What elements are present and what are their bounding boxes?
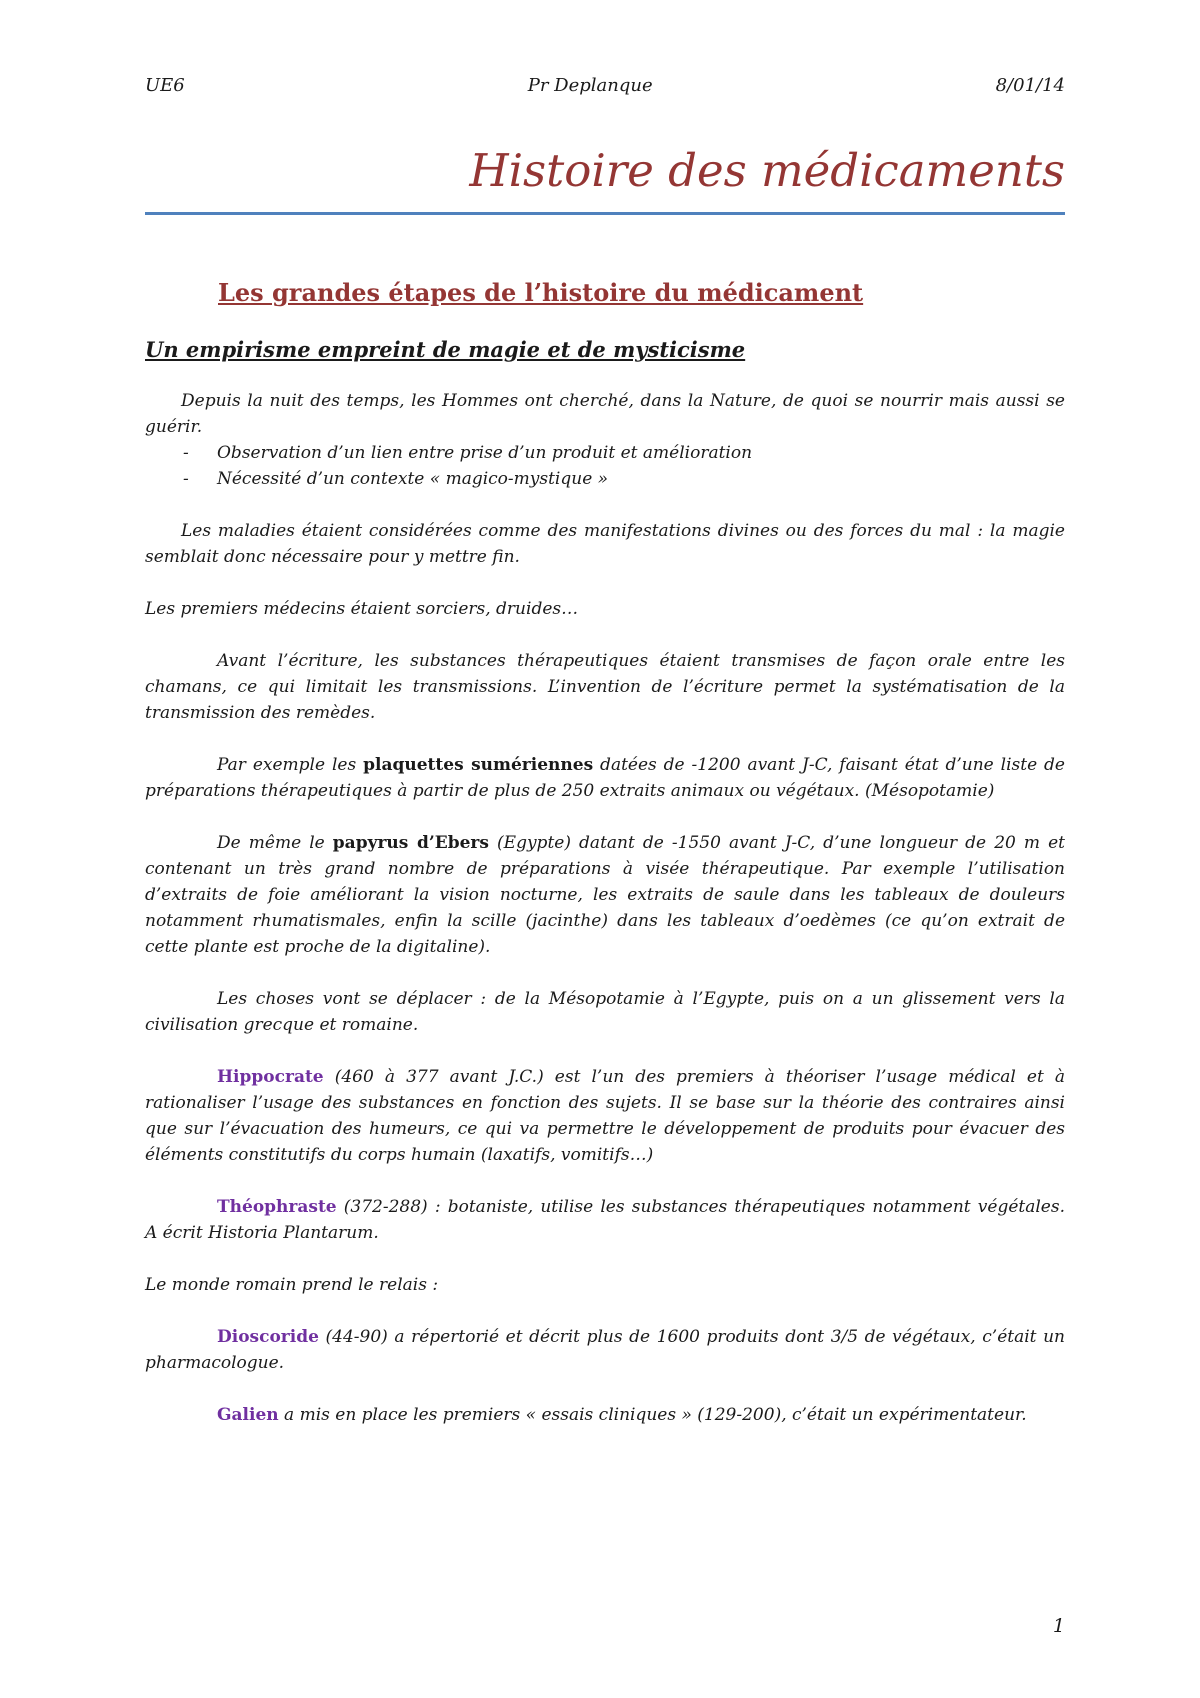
person-name: Dioscoride bbox=[217, 1327, 319, 1347]
paragraph-hippocrate bbox=[145, 1064, 1065, 1168]
person-name: Galien bbox=[217, 1405, 279, 1425]
section-title: Les grandes étapes de l’histoire du médicament bbox=[218, 278, 864, 307]
keyword-ebers-papyrus: papyrus d’Ebers bbox=[332, 833, 489, 853]
paragraph-text: (372-288) : botaniste, utilise les substances thérapeutiques notamment végétales. A écrit Historia Plantarum. bbox=[145, 1197, 1065, 1243]
paragraph-10: Le monde romain prend le relais : bbox=[145, 1275, 439, 1295]
document-title: Histoire des médicaments bbox=[469, 144, 1065, 197]
paragraph-7: Les choses vont se déplacer : de la Mésopotamie à l’Egypte, puis on a un glissement vers la civilisation grecque et romaine. bbox=[145, 989, 1065, 1035]
header-date: 8/01/14 bbox=[995, 75, 1065, 96]
person-name: Théophraste bbox=[217, 1197, 337, 1217]
bullet-item: - Nécessité d’un contexte « magico-mystique » bbox=[145, 466, 1065, 492]
bullet-list bbox=[145, 440, 1065, 492]
paragraph-4: Avant l’écriture, les substances thérapeutiques étaient transmises de façon orale entre les chamans, ce qui limitait les transmissions. L’invention de l’écriture permet la systématisation de la transmission des remèdes. bbox=[145, 651, 1065, 723]
page-number: 1 bbox=[1052, 1615, 1065, 1637]
paragraph-galien bbox=[145, 1402, 1065, 1428]
paragraph-5-rest: datées de -1200 avant J-C, faisant état d’une liste de préparations thérapeutiques à partir de plus de 250 extraits animaux ou végétaux. (Mésopotamie) bbox=[145, 755, 1065, 801]
bullet-item: - Observation d’un lien entre prise d’un produit et amélioration bbox=[145, 440, 1065, 466]
paragraph-2: Les maladies étaient considérées comme des manifestations divines ou des forces du mal : la magie semblait donc nécessaire pour y mettre fin. bbox=[145, 521, 1065, 567]
header-course: UE6 bbox=[145, 75, 185, 96]
paragraph-1: Depuis la nuit des temps, les Hommes ont cherché, dans la Nature, de quoi se nourrir mais aussi se guérir. bbox=[145, 391, 1065, 437]
subsection-title: Un empirisme empreint de magie et de mysticisme bbox=[145, 337, 746, 362]
document-body bbox=[145, 388, 1065, 1454]
paragraph-theophraste bbox=[145, 1194, 1065, 1246]
paragraph-5 bbox=[145, 752, 1065, 804]
paragraph-3: Les premiers médecins étaient sorciers, druides… bbox=[145, 599, 579, 619]
person-name: Hippocrate bbox=[217, 1067, 324, 1087]
paragraph-6 bbox=[145, 830, 1065, 960]
page-header bbox=[145, 75, 1065, 96]
header-professor: Pr Deplanque bbox=[527, 75, 653, 96]
paragraph-text: a mis en place les premiers « essais cliniques » (129-200), c’était un expérimentateur. bbox=[278, 1405, 1027, 1425]
paragraph-5-start: Par exemple les bbox=[217, 755, 364, 775]
keyword-sumerian-tablets: plaquettes sumériennes bbox=[363, 755, 594, 775]
paragraph-dioscoride bbox=[145, 1324, 1065, 1376]
paragraph-6-start: De même le bbox=[217, 833, 333, 853]
paragraph-text: (460 à 377 avant J.C.) est l’un des premiers à théoriser l’usage médical et à rationaliser l’usage des substances en fonction des sujets. Il se base sur la théorie des contraires ainsi que sur l’évacuation des humeurs, ce qui va permettre le développement de produits pour évacuer des éléments constitutifs du corps humain (laxatifs, vomitifs…) bbox=[145, 1067, 1065, 1165]
paragraph-text: (44-90) a répertorié et décrit plus de 1600 produits dont 3/5 de végétaux, c’était un pharmacologue. bbox=[145, 1327, 1065, 1373]
paragraph-6-rest: (Egypte) datant de -1550 avant J-C, d’une longueur de 20 m et contenant un très grand nombre de préparations à visée thérapeutique. Par exemple l’utilisation d’extraits de foie améliorant la vision nocturne, les extraits de saule dans les tableaux de douleurs notamment rhumatismales, enfin la scille (jacinthe) dans les tableaux d’oedèmes (ce qu’on extrait de cette plante est proche de la digitaline). bbox=[145, 833, 1066, 957]
title-divider bbox=[145, 212, 1065, 215]
